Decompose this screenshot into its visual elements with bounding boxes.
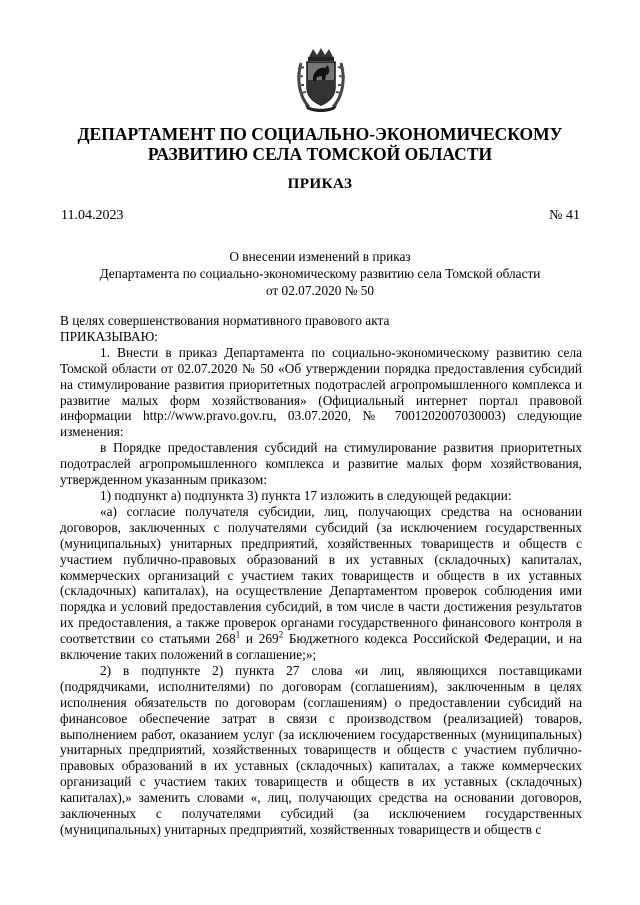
department-name-line-1: ДЕПАРТАМЕНТ ПО СОЦИАЛЬНО-ЭКОНОМИЧЕСКОМУ: [77, 124, 563, 144]
new-wording-paragraph: [60, 504, 582, 663]
subject-line-2: Департамента по социально-экономическому развитию села Томской области: [99, 266, 541, 281]
footnote-sup-1: 1: [235, 629, 241, 640]
subitem-1-paragraph: 1) подпункт а) подпункта 3) пункта 17 изложить в следующей редакции:: [100, 487, 512, 503]
new-wording-text-c: Бюджетного кодекса Российской Федерации, и на включение таких положений в соглашение;»;: [60, 631, 582, 663]
new-wording-text-b: и 269: [240, 631, 279, 647]
coat-of-arms-icon: [295, 47, 347, 113]
procedure-paragraph: в Порядке предоставления субсидий на стимулирование развития приоритетных подотраслей агропромышленного комплекса и развитие малых форм хозяйствования, утвержденном указанным приказом:: [60, 440, 582, 488]
order-number: № 41: [549, 208, 580, 223]
order-keyword: ПРИКАЗЫВАЮ:: [60, 328, 158, 344]
footnote-sup-2: 2: [278, 629, 284, 640]
order-subject: [60, 248, 580, 299]
order-body: [60, 313, 582, 838]
department-name-line-2: РАЗВИТИЮ СЕЛА ТОМСКОЙ ОБЛАСТИ: [147, 144, 493, 164]
preamble-paragraph: В целях совершенствования нормативного правового акта: [60, 313, 390, 328]
document-type-title: ПРИКАЗ: [287, 176, 353, 192]
new-wording-text-a: «а) согласие получателя субсидии, лиц, получающих средства на основании договоров, заключенных с получателями субсидий (за исключением государственных (муниципальных) унитарных предприятий, хозяйственных товариществ и обществ с участием публично-правовых образований в их уставных (складочных) капиталах, коммерческих организаций с участием таких товариществ и обществ в их уставных (складочных) капиталах), на осуществление Департаментом проверок соблюдения ими порядка и условий предоставления субсидий, в том числе в части достижения результатов их предоставления, а также проверок органами государственного финансового контроля в соответствии со статьями 268: [60, 503, 582, 647]
subitem-2-paragraph: 2) в подпункте 2) пункта 27 слова «и лиц, являющихся поставщиками (подрядчиками, исполнителями) по договорам (соглашениям), заключенным в целях исполнения обязательств по договорам (соглашениям) о предоставлении субсидий на финансовое обеспечение затрат в связи с производством (реализацией) товаров, выполнением работ, оказанием услуг (за исключением государственных (муниципальных) унитарных предприятий, хозяйственных товариществ и обществ с участием публично-правовых образований в их уставных (складочных) капиталах, а также коммерческих организаций с участием таких товариществ и обществ в их уставных (складочных) капиталах),» заменить словами «, лиц, получающих средства на основании договоров, заключенных с получателями субсидий (за исключением государственных (муниципальных) унитарных предприятий, хозяйственных товариществ и обществ с: [60, 662, 582, 837]
subject-line-1: О внесении изменений в приказ: [229, 249, 411, 264]
order-date: 11.04.2023: [61, 208, 124, 223]
item-1-paragraph: 1. Внести в приказ Департамента по социально-экономическому развитию села Томской области от 02.07.2020 № 50 «Об утверждении порядка предоставления субсидий на стимулирование развития приоритетных подотраслей агропромышленного комплекса и развитие малых форм хозяйствования» (Официальный интернет портал правовой информации http://www.pravo.gov.ru, 03.07.2020, № 7001202007030003) следующие изменения:: [60, 344, 582, 440]
subject-line-3: от 02.07.2020 № 50: [265, 283, 375, 298]
